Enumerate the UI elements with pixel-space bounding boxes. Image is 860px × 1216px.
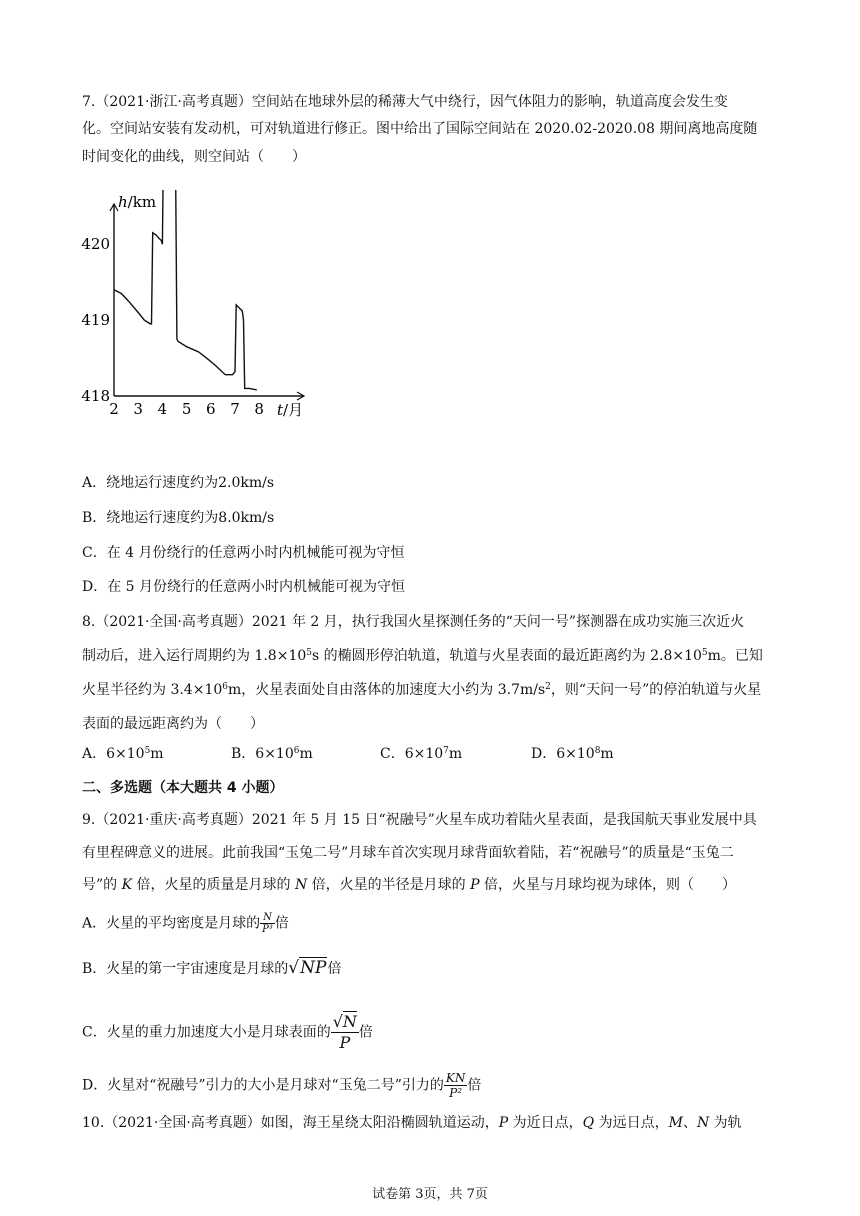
x-axis-label: t/月: [277, 401, 304, 419]
y-tick-label: 418: [81, 387, 110, 405]
q9-stem-line1: 9.（2021·重庆·高考真题）2021 年 5 月 15 日“祝融号”火星车成功着陆火星表面，是我国航天事业发展中具: [82, 812, 757, 828]
square-root: √NP: [288, 958, 327, 978]
q8-option-c[interactable]: C．$6\times 10^7m$: [380, 746, 463, 762]
q8-option-a[interactable]: A．$6\times 10^5m$: [82, 746, 164, 762]
q10-stem-line1: 10.（2021·全国·高考真题）如图，海王星绕太阳沿椭圆轨道运动，P 为近日点，Q 为远日点，M、N 为轨: [82, 1115, 742, 1131]
q8-stem-line1: 8.（2021·全国·高考真题）2021 年 2 月，执行我国火星探测任务的“天问一号”探测器在成功实施三次近火: [82, 614, 745, 630]
altitude-chart: [78, 190, 318, 430]
fraction: $\frac{KN}{\text{P²}}$: [445, 1071, 466, 1100]
q8-stem-line2: 制动后，进入运行周期约为 $1.8\times 10^5s$ 的椭圆形停泊轨道，轨道与火星表面的最近距离约为 $2.8\times 10^5m$。已知: [82, 648, 763, 664]
section-heading-multiple-choice: 二、多选题（本大题共 4 小题）: [82, 780, 284, 796]
q7-stem-line3: 时间变化的曲线，则空间站（ ）: [82, 149, 306, 165]
q9-option-c[interactable]: C．火星的重力加速度大小是月球表面的 $\frac{√N}{P}$ 倍: [82, 1012, 373, 1052]
fraction: $\frac{N}{\text{P³}}$: [262, 912, 273, 935]
x-tick-label: 3: [133, 400, 143, 418]
altitude-series-line: [114, 190, 257, 390]
y-tick-label: 419: [81, 311, 110, 330]
q9-stem-line2: 有里程碑意义的进展。此前我国“玉兔二号”月球车首次实现月球背面软着陆，若“祝融号”的质量是“玉兔二: [82, 845, 734, 861]
q9-option-b[interactable]: B．火星的第一宇宙速度是月球的√NP倍: [82, 958, 342, 978]
x-tick-label: 8: [254, 400, 264, 418]
q8-option-d[interactable]: D．$6\times 10^8m$: [531, 746, 614, 762]
q8-stem-line3: 火星半径约为 $3.4\times 10^6m$，火星表面处自由落体的加速度大小约为 $3.7m/s^2$，则“天问一号”的停泊轨道与火星: [82, 682, 762, 698]
q7-option-d[interactable]: D．在 5 月份绕行的任意两小时内机械能可视为守恒: [82, 579, 406, 595]
x-tick-label: 5: [181, 400, 192, 418]
q8-option-b[interactable]: B．$6\times 10^6m$: [231, 746, 313, 762]
q7-option-b[interactable]: B．绕地运行速度约为8.0km/s: [82, 510, 275, 526]
q7-stem-line1: 7.（2021·浙江·高考真题）空间站在地球外层的稀薄大气中绕行，因气体阻力的影响，轨道高度会发生变: [82, 94, 728, 110]
q9-stem-line3: 号”的 K 倍，火星的质量是月球的 N 倍，火星的半径是月球的 P 倍，火星与月球均视为球体，则（ ）: [82, 877, 737, 893]
q8-stem-line4: 表面的最远距离约为（ ）: [82, 716, 264, 732]
q7-option-a[interactable]: A．绕地运行速度约为2.0km/s: [82, 475, 275, 491]
x-tick-label: 4: [157, 400, 168, 418]
q8-options: [82, 744, 782, 764]
chart-ticks: [81, 190, 264, 418]
x-tick-label: 6: [206, 400, 216, 418]
x-tick-label: 2: [109, 400, 119, 418]
x-tick-label: 7: [230, 400, 240, 418]
page-footer: 试卷第 3页，共 7页: [372, 1187, 488, 1202]
q9-option-d[interactable]: D．火星对“祝融号”引力的大小是月球对“玉兔二号”引力的 $\frac{KN}{\text{P²}}$ 倍: [82, 1071, 482, 1100]
q7-option-c[interactable]: C．在 4 月份绕行的任意两小时内机械能可视为守恒: [82, 545, 405, 561]
chart-axes: [110, 204, 304, 400]
y-axis-label: h/km: [118, 193, 157, 211]
y-tick-label: 420: [81, 235, 110, 254]
fraction: $\frac{√N}{P}$: [332, 1012, 357, 1052]
q9-option-a[interactable]: A．火星的平均密度是月球的 $\frac{N}{\text{P³}}$ 倍: [82, 912, 289, 935]
q7-stem-line2: 化。空间站安装有发动机，可对轨道进行修正。图中给出了国际空间站在 2020.02-2020.08 期间离地高度随: [82, 121, 758, 137]
